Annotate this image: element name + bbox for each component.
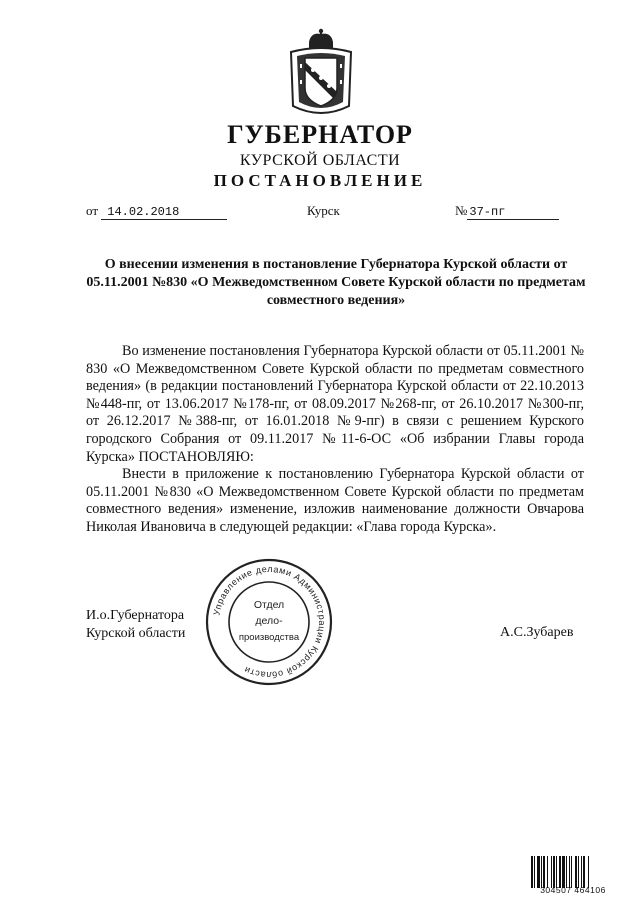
coat-of-arms-emblem — [283, 28, 359, 118]
document-number: 37-пг — [467, 205, 559, 220]
signer-name: А.С.Зубарев — [500, 625, 574, 640]
signer-position — [86, 607, 185, 643]
signer-position-line-2: Курской области — [86, 626, 186, 641]
date-prefix: от — [86, 203, 99, 218]
stamp-center-line-3: производства — [238, 632, 300, 643]
document-barcode — [531, 856, 615, 888]
signer-position-line-1: И.о.Губернатора — [86, 608, 185, 623]
document-city: Курск — [307, 203, 340, 218]
document-type-title: ПОСТАНОВЛЕНИЕ — [213, 171, 427, 190]
document-number-line — [455, 203, 559, 220]
stamp-center-line-2: дело- — [255, 615, 283, 627]
document-date: 14.02.2018 — [101, 205, 227, 220]
document-body — [86, 343, 584, 537]
stamp-ring-text: Управление делами Администрации Курской области — [211, 563, 328, 681]
office-stamp — [203, 556, 335, 688]
region-title: КУРСКОЙ ОБЛАСТИ — [239, 152, 401, 169]
document-subject: О внесении изменения в постановление Губернатора Курской области от 05.11.2001 №830 «О Межведомственном Совете Курской области по предметам совместного ведения» — [86, 257, 586, 308]
governor-title: ГУБЕРНАТОР — [227, 120, 413, 149]
number-prefix: № — [455, 203, 468, 218]
body-paragraph-2: Внести в приложение к постановлению Губернатора Курской области от 05.11.2001 №830 «О Межведомственном Совете Курской области по предметам совместного ведения» изменение, изложив наименование должности Овчарова Николая Ивановича в следующей редакции: «Глава города Курска». — [86, 466, 584, 535]
document-date-line — [86, 203, 227, 220]
stamp-center-line-1: Отдел — [253, 599, 285, 611]
body-paragraph-1: Во изменение постановления Губернатора Курской области от 05.11.2001 № 830 «О Межведомственном Совете Курской области по предметам совместного ведения» (в редакции постановлений Губернатора Курской области от 22.10.2013 №448-пг, от 13.06.2017 №178-пг, от 08.09.2017 №268-пг, от 26.10.2017 №300-пг, от 26.12.2017 №388-пг, от 16.01.2018 №9-пг) в связи с решением Курского городского Собрания от 09.11.2017 №11-6-ОС «Об избрании Главы города Курска» ПОСТАНОВЛЯЮ: — [86, 343, 584, 465]
barcode-number: 304507 464106 — [540, 885, 606, 895]
